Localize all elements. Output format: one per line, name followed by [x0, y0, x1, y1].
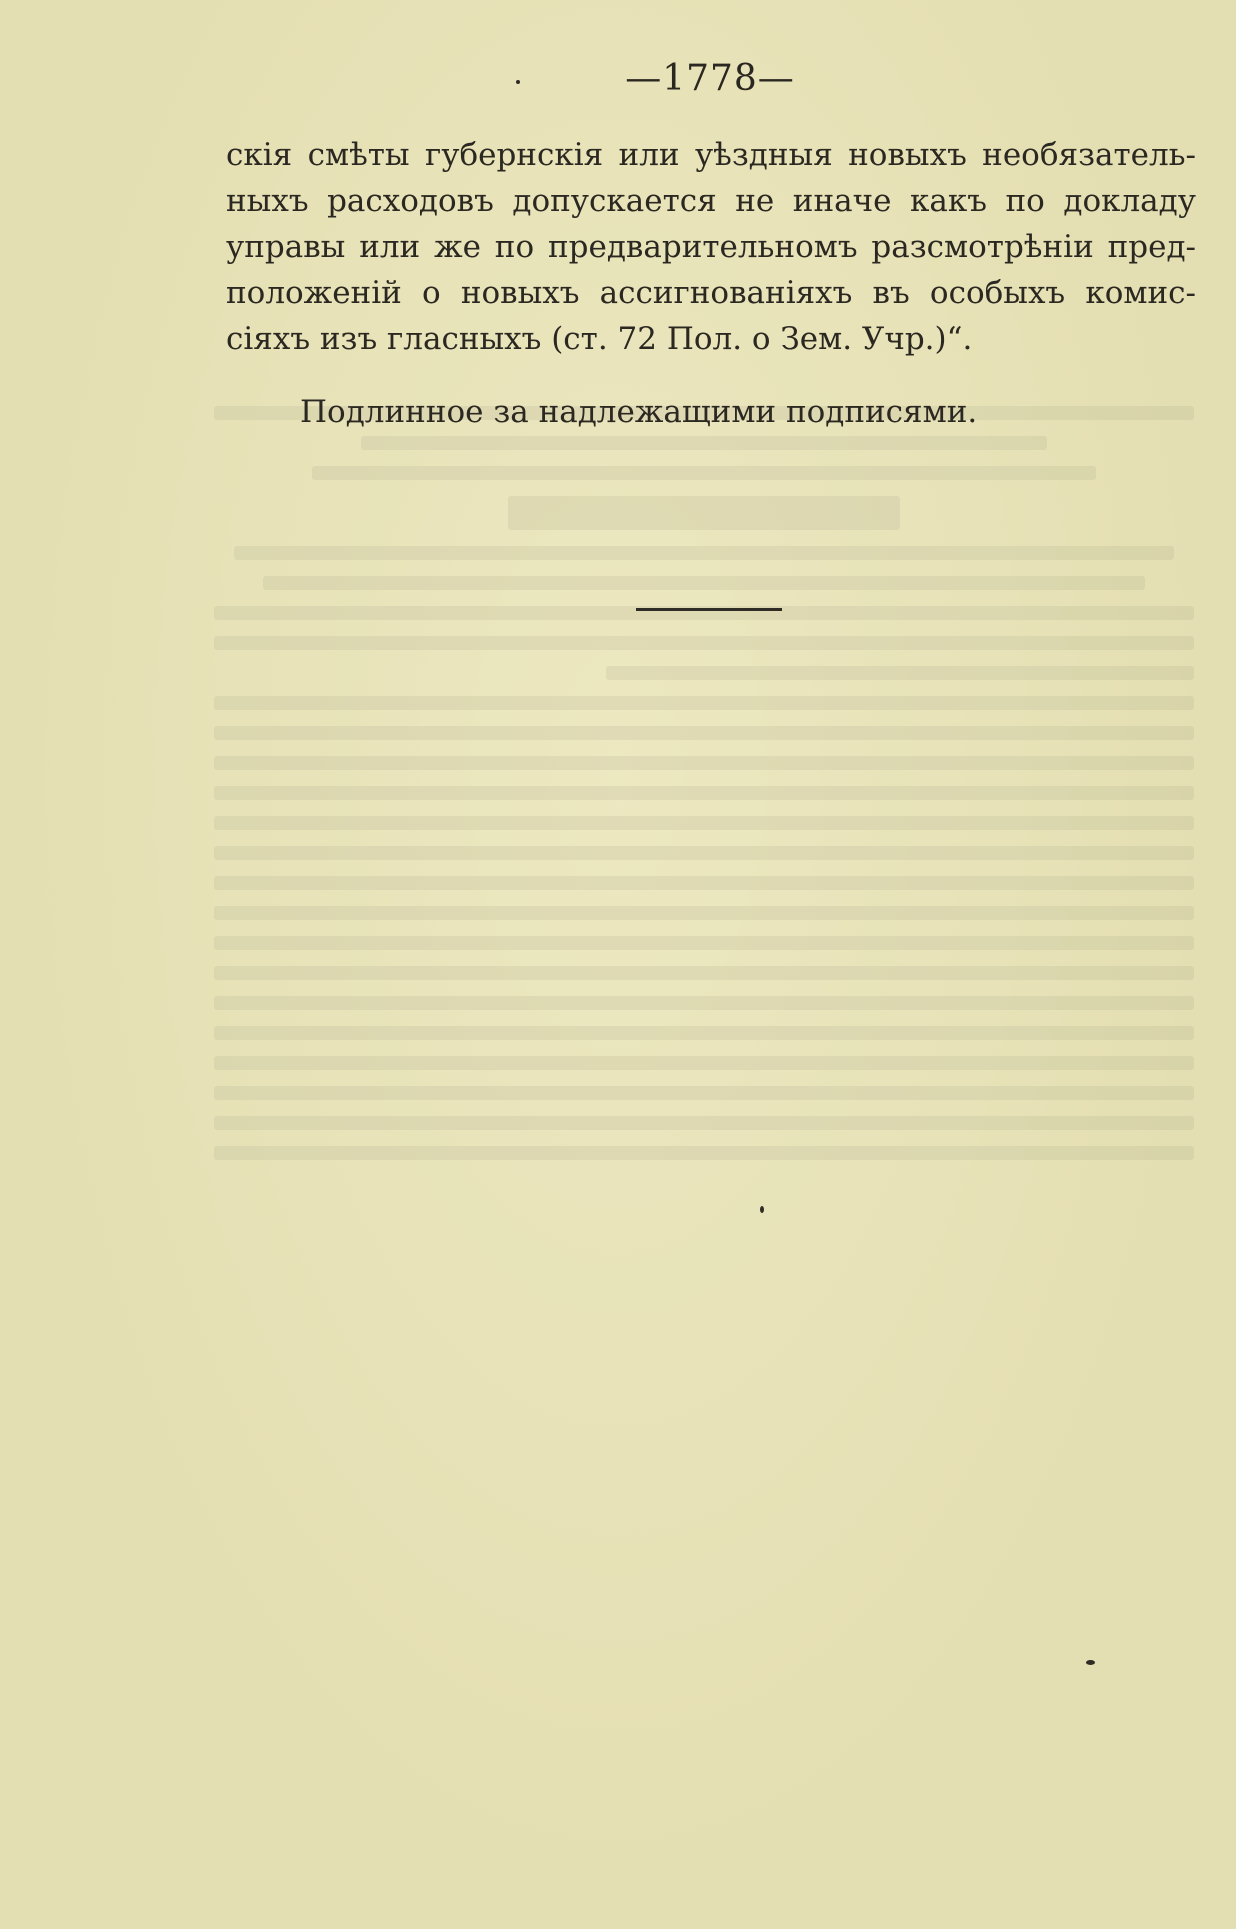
- paragraph-line: положеній о новыхъ ассигнованіяхъ въ особыхъ комис-: [226, 275, 1196, 311]
- paragraph-line: сіяхъ изъ гласныхъ (ст. 72 Пол. о Зем. Учр.)“.: [226, 321, 973, 357]
- ink-speck: [760, 1206, 764, 1213]
- paragraph: [226, 132, 1196, 362]
- reverse-page-show-through: [214, 390, 1194, 1690]
- ink-speck: [516, 80, 520, 84]
- ink-speck: [1086, 1660, 1095, 1665]
- page-number: —1778—: [625, 58, 795, 99]
- paragraph-line: ныхъ расходовъ допускается не иначе какъ по докладу: [226, 183, 1196, 219]
- paragraph-line: скія смѣты губернскія или уѣздныя новыхъ необязатель-: [226, 137, 1196, 173]
- paragraph-line: управы или же по предварительномъ разсмотрѣніи пред-: [226, 229, 1196, 265]
- signature-note: Подлинное за надлежащими подписями.: [300, 394, 978, 430]
- section-divider: [636, 608, 782, 611]
